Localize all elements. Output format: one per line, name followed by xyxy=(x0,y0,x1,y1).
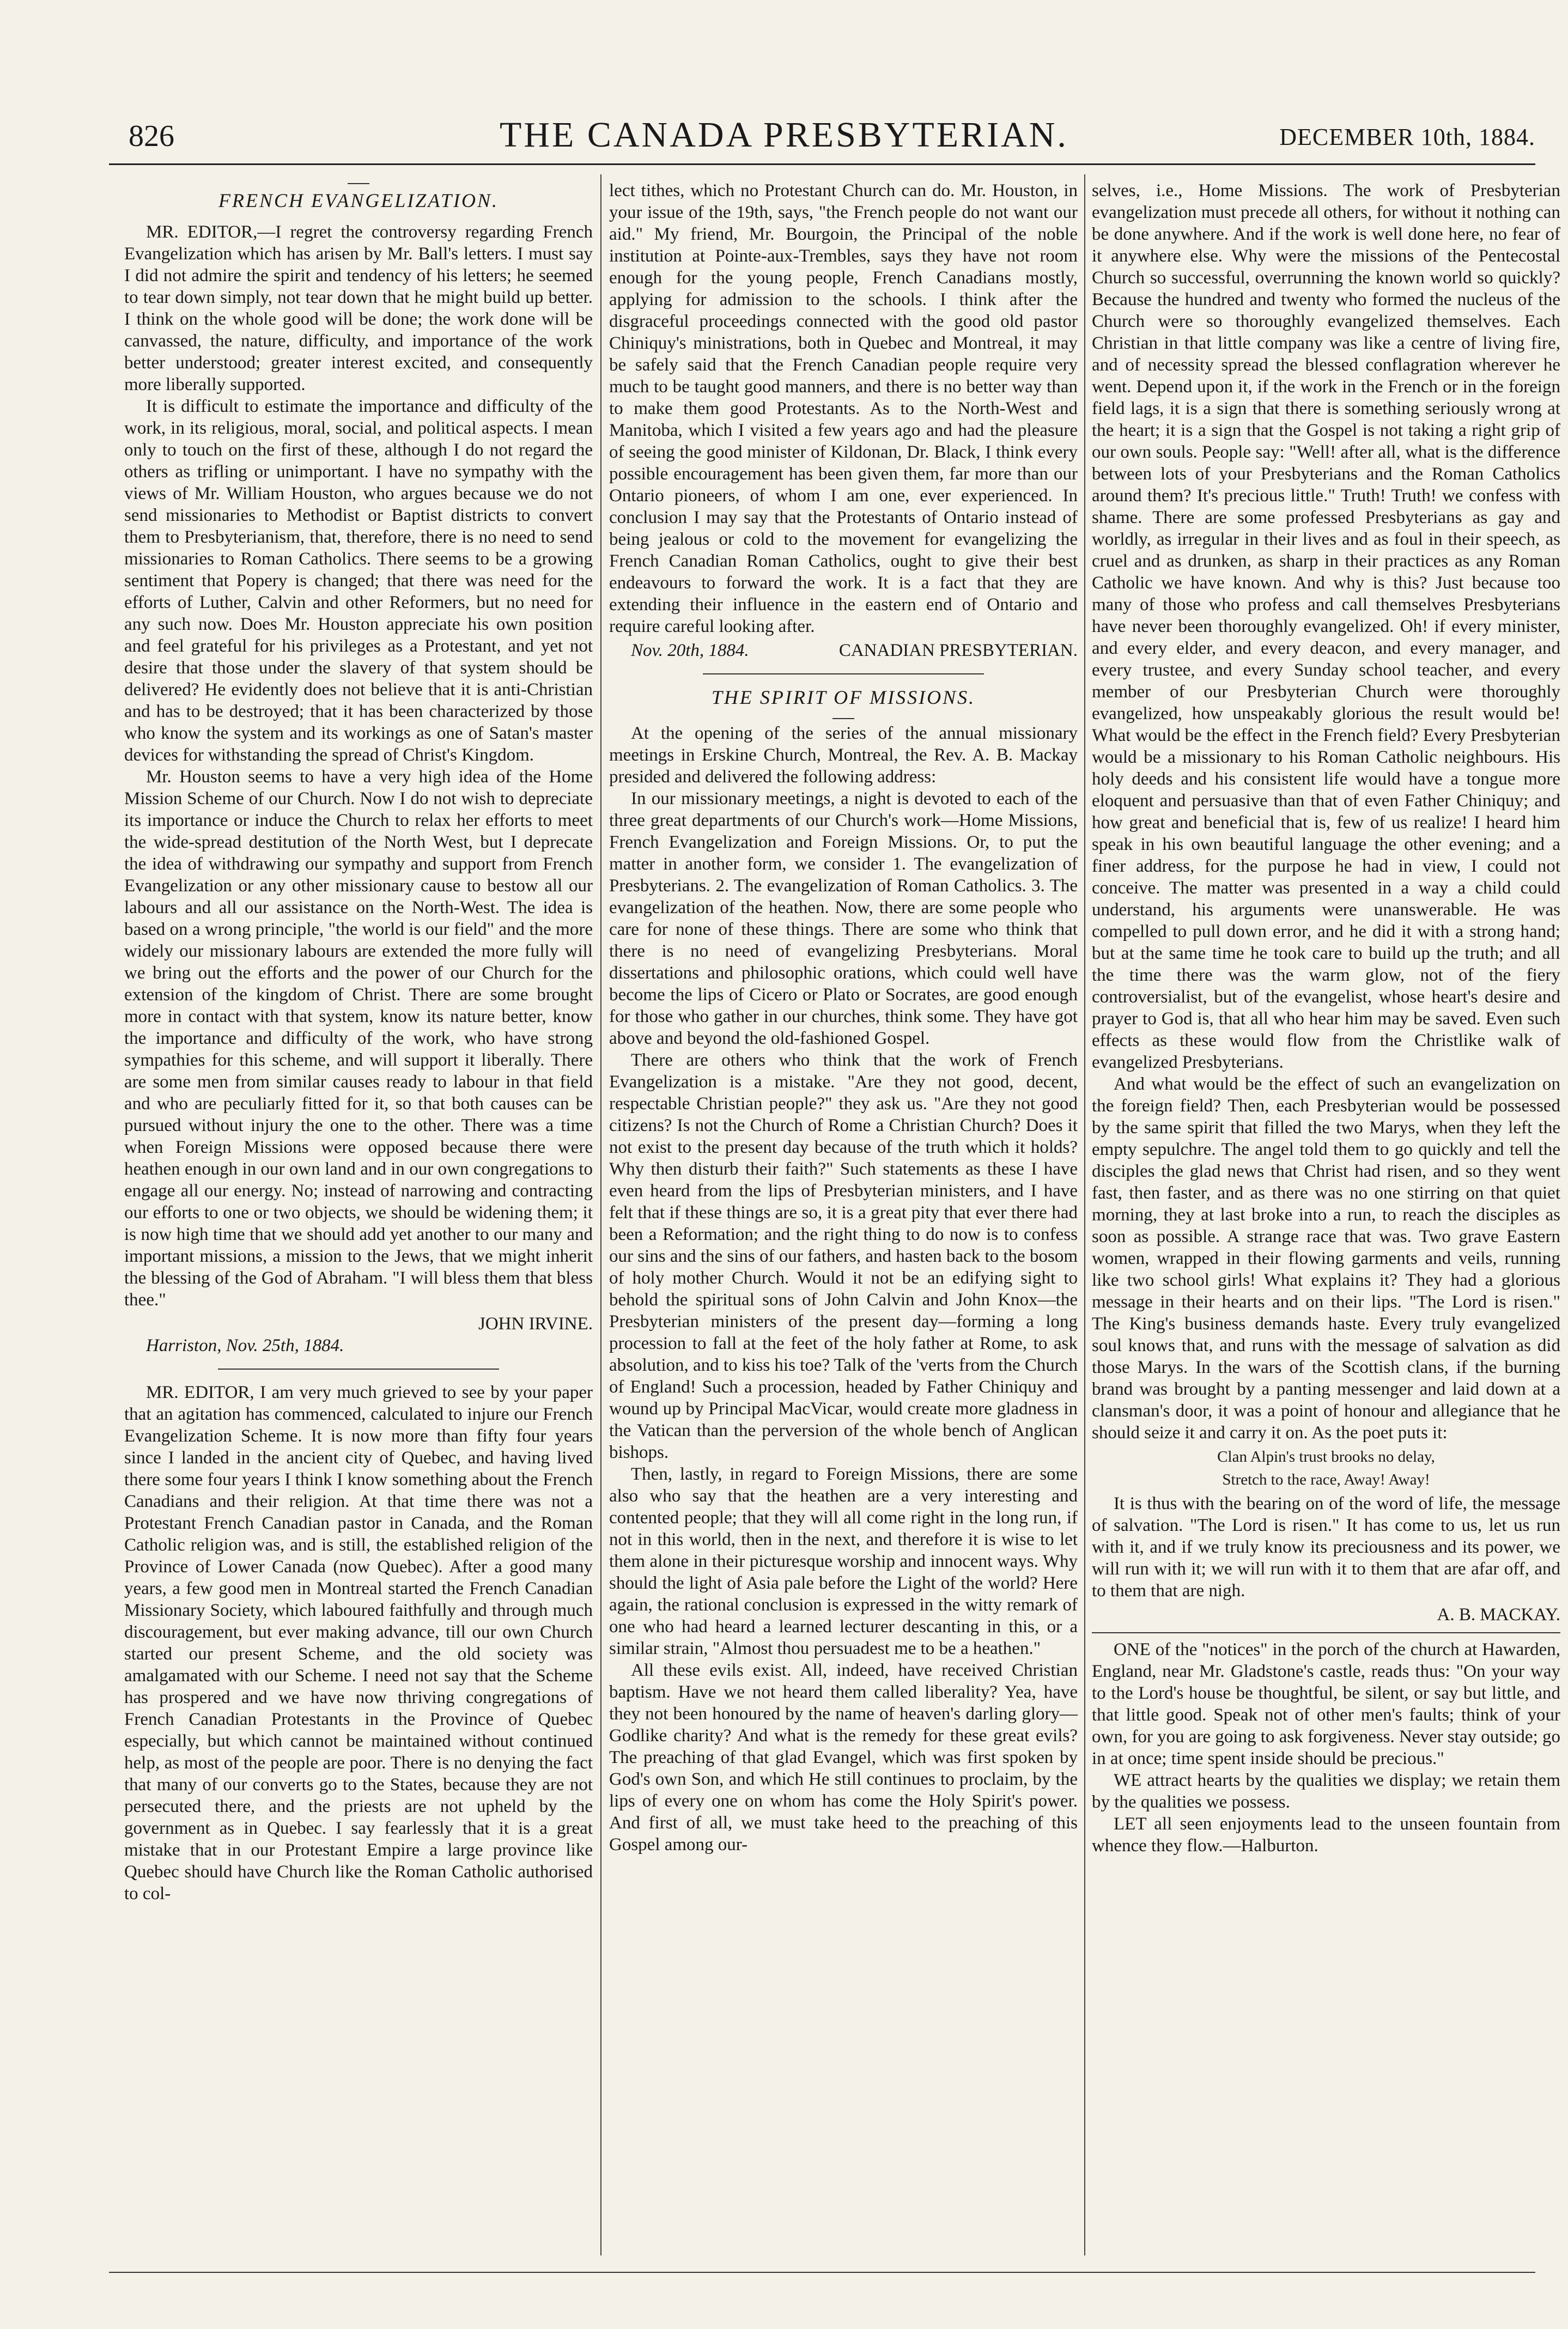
page-header xyxy=(0,114,1568,158)
column-2 xyxy=(609,180,1078,1856)
paragraph: WE attract hearts by the qualities we display; we retain them by the qualities we possess. xyxy=(1092,1771,1560,1812)
ornament-rule xyxy=(348,183,369,184)
separator xyxy=(218,1369,499,1370)
article-title-spirit-of-missions: THE SPIRIT OF MISSIONS. xyxy=(711,686,976,708)
paragraph: It is thus with the bearing on of the word of life, the message of salvation. "The Lord is risen." It has come to us, let us run with it, and if we truly know its preciousness and its power, we will run with it; we will run with it to them that are afar off, and to them that are nigh. xyxy=(1092,1494,1560,1601)
verse-line: Clan Alpin's trust brooks no delay, xyxy=(1217,1448,1435,1465)
dateline: Nov. 20th, 1884. xyxy=(631,641,749,660)
paragraph: There are others who think that the work of French Evangelization is a mistake. "Are they not good, decent, respectable Christian people?" they ask us. "Are they not good citizens? Is not the Church of Rome a Christian Church? Does it not exist to the present day because of the truth which it holds? Why then disturb their faith?" Such statements as these I have even heard from the lips of Presbyterian ministers, and I have felt that if these things are so, it is a great pity that ever there had been a Reformation; and the right thing to do now is to confess our sins and the sins of our fathers, and hasten back to the bosom of holy mother Church. Would it not be an edifying sight to behold the spiritual sons of John Calvin and John Knox—the Presbyterian ministers of the present day—forming a long procession to fall at the feet of the holy father at Rome, to ask absolution, and to kiss his toe? Talk of the 'verts from the Church of England! Such a procession, headed by Father Chiniquy and wound up by Principal MacVicar, would create more gladness in the Vatican than the perversion of the whole bench of Anglican bishops. xyxy=(609,1050,1078,1462)
signature: A. B. MACKAY. xyxy=(1437,1605,1560,1625)
issue-date: DECEMBER 10th, 1884. xyxy=(1279,124,1535,150)
dateline: Harriston, Nov. 25th, 1884. xyxy=(146,1336,344,1355)
paragraph: Then, lastly, in regard to Foreign Missions, there are some also who say that the heathen are a very interesting and contented people; that they will all come right in the long run, if not in this world, then in the next, and therefore it is wise to let them alone in their picturesque worship and innocent ways. Why should the light of Asia pale before the Light of the world? Here again, the rational conclusion is expressed in the witty remark of one who had heard a learned lecturer descanting in this, or a similar strain, "Almost thou persuadest me to be a heathen." xyxy=(609,1464,1078,1658)
ornament-rule xyxy=(832,718,854,719)
signature: JOHN IRVINE. xyxy=(478,1314,593,1334)
column-divider-1 xyxy=(600,174,601,2255)
paragraph: selves, i.e., Home Missions. The work of Presbyterian evangelization must precede all others, for without it nothing can be done anywhere. And if the work is well done here, no fear of it anywhere else. Why were the missions of the Pentecostal Church so successful, overrunning the known world so quickly? Because the hundred and twenty who formed the nucleus of the Church were so thoroughly evangelized themselves. Each Christian in that little company was like a centre of living fire, and of necessity spread the blessed conflagration wherever he went. Depend upon it, if the work in the French or in the foreign field lags, it is a sign that there is something seriously wrong at the heart; it is a sign that the Gospel is not taking a right grip of our own souls. People say: "Well! after all, what is the difference between lots of your Presbyterians and the Roman Catholics around them? It's precious little." Truth! Truth! we confess with shame. There are some professed Presbyterians as gay and worldly, as irregular in their lives and as foul in their speech, as cruel and as drunken, as sharp in their practices as any Roman Catholic we have known. And why is this? Just because too many of those who profess and call themselves Presbyterians have never been thoroughly evangelized. Oh! if every minister, and every elder, and every deacon, and every manager, and every trustee, and every Sunday school teacher, and every member of our Presbyterian Church were thoroughly evangelized, how unspeakably glorious the result would be! What would be the effect in the French field? Every Presbyterian would be a missionary to his Roman Catholic neighbours. His holy deeds and his consistent life would have a tongue more eloquent and persuasive than that of even Father Chiniquy; and how great and beneficial that is, few of us realize! I heard him speak in his own beautiful language the other evening; and a finer address, for the purpose he had in view, I could not conceive. The matter was presented in a way a child could understand, his arguments were unanswerable. He was compelled to pull down error, and he did it with a strong hand; but at the same time he took care to build up the truth; and all the time there was the warm glow, not of the fiery controversialist, but of the evangelist, whose heart's desire and prayer to God is, that all who hear him may be saved. Even such effects as these would flow from the Christlike walk of evangelized Presbyterians. xyxy=(1092,181,1560,1072)
verse-line: Stretch to the race, Away! Away! xyxy=(1222,1471,1430,1488)
article-title-french-evangelization: FRENCH EVANGELIZATION. xyxy=(218,190,499,211)
notices-section xyxy=(1092,1632,1560,1857)
paragraph: ONE of the "notices" in the porch of the church at Hawarden, England, near Mr. Gladstone's castle, reads thus: "On your way to the Lord's house be thoughtful, be silent, or say but little, and that little good. Speak not of other men's faults; think of your own, for you are going to ask forgiveness. Never stay outside; go in at once; time spent inside should be precious." xyxy=(1092,1640,1560,1768)
paragraph: LET all seen enjoyments lead to the unseen fountain from whence they flow.—Halburton. xyxy=(1092,1814,1560,1856)
paragraph: And what would be the effect of such an evangelization on the foreign field? Then, each Presbyterian would be possessed by the same spirit that filled the two Marys, when they left the empty sepulchre. The angel told them to go quickly and tell the disciples the glad news that Christ had risen, and so they went fast, then faster, and as there was no one stirring on that quiet morning, they at last broke into a run, to reach the disciples as soon as possible. A strange race that was. Two grave Eastern women, wrapped in their flowing garments and veils, running like two school girls! What explains it? They had a glorious message in their hearts and on their lips. "The Lord is risen." The King's business demands haste. Every truly evangelized soul knows that, and runs with the message of salvation as did those Marys. In the wars of the Scottish clans, if the burning brand was brought by a panting messenger and laid down at a clansman's door, it was a point of honour and allegiance that he should seize it and carry it on. As the poet puts it: xyxy=(1092,1074,1560,1443)
paragraph: lect tithes, which no Protestant Church can do. Mr. Houston, in your issue of the 19th, says, "the French people do not want our aid." My friend, Mr. Bourgoin, the Principal of the noble institution at Pointe-aux-Trembles, says they have not room enough for the young people, French Canadians mostly, applying for admission to the schools. I think after the disgraceful proceedings connected with the good old pastor Chiniquy's ministrations, both in Quebec and Montreal, it may be safely said that the French Canadian people require very much to be taught good manners, and there is no better way than to make them good Protestants. As to the North-West and Manitoba, which I visited a few years ago and had the pleasure of seeing the good minister of Kildonan, Dr. Black, I think every possible encouragement has been given them, far more than our Ontario pioneers, of whom I am one, ever experienced. In conclusion I may say that the Protestants of Ontario instead of being jealous or cold to the movement for evangelizing the French Canadian Roman Catholics, ought to give their best endeavours to forward the work. It is a fact that they are extending their influence in the eastern end of Ontario and require careful looking after. xyxy=(609,181,1078,636)
paragraph: MR. EDITOR,—I regret the controversy regarding French Evangelization which has arisen by Mr. Ball's letters. I must say I did not admire the spirit and tendency of his letters; he seemed to tear down simply, not tear down that he might build up better. I think on the whole good will be done; the work done will be canvassed, the nature, difficulty, and importance of the work better understood; greater interest excited, and consequently more liberally supported. xyxy=(124,222,593,394)
footer-rule xyxy=(109,2272,1535,2273)
paragraph: In our missionary meetings, a night is devoted to each of the three great departments of our Church's work—Home Missions, French Evangelization and Foreign Missions. Or, to put the matter in another form, we consider 1. The evangelization of Presbyterians. 2. The evangelization of Roman Catholics. 3. The evangelization of the heathen. Now, there are some people who care for none of these things. There are some who think that there is no need of evangelizing Presbyterians. Moral dissertations and philosophic orations, which could well have become the lips of Cicero or Plato or Socrates, are good enough for those who gather in our churches, think some. They have got above and beyond the old-fashioned Gospel. xyxy=(609,789,1078,1048)
byline-row xyxy=(609,640,1078,661)
masthead: THE CANADA PRESBYTERIAN. xyxy=(500,115,1068,155)
column-1 xyxy=(124,180,593,1905)
paragraph: At the opening of the series of the annual missionary meetings in Erskine Church, Montreal, the Rev. A. B. Mackay presided and delivered the following address: xyxy=(609,723,1078,787)
separator xyxy=(703,673,984,674)
page-number: 826 xyxy=(129,119,174,153)
paragraph: All these evils exist. All, indeed, have received Christian baptism. Have we not heard them called liberality? Yea, have they not been honoured by the name of heaven's darling glory—Godlike charity? And what is the remedy for these great evils? The preaching of that glad Evangel, which was first spoken by God's own Son, and which He still continues to proclaim, by the lips of every one on whom has come the Holy Spirit's power. And first of all, we must take heed to the preaching of this Gospel among our- xyxy=(609,1661,1078,1854)
paragraph: It is difficult to estimate the importance and difficulty of the work, in its religious, moral, social, and political aspects. I mean only to touch on the first of these, although I do not regard the others as trifling or unimportant. I have no sympathy with the views of Mr. William Houston, who argues because we do not send missionaries to Methodist or Baptist districts to convert them to Presbyterianism, that, therefore, there is no need to send missionaries to Roman Catholics. There seems to be a growing sentiment that Popery is changed; that there was need for the efforts of Luther, Calvin and other Reformers, but no need for any such now. Does Mr. Houston appreciate his own position and feel grateful for his privileges as a Protestant, and yet not desire that those under the slavery of that system should be delivered? He evidently does not believe that it is anti-Christian and has to be destroyed; that it has been characterized by those who know the system and its workings as one of Satan's master devices for withstanding the spread of Christ's Kingdom. xyxy=(124,397,593,765)
paragraph: Mr. Houston seems to have a very high idea of the Home Mission Scheme of our Church. Now I do not wish to depreciate its importance or induce the Church to relax her efforts to meet the wide-spread destitution of the North West, but I deprecate the idea of withdrawing our sympathy and support from French Evangelization or any other missionary cause to bestow all our labours and all our assistance on the North-West. The idea is based on a wrong principle, "the world is our field" and the more widely our missionary labours are extended the more fully will we bring out the efforts and the power of our Church for the extension of the kingdom of Christ. There are some brought more in contact with that system, know its nature better, know the importance and difficulty of the work, who have strong sympathies for this scheme, and will support it liberally. There are some men from similar causes ready to labour in that field and who are peculiarly fitted for it, so that both causes can be pursued without injury the one to the other. There was a time when Foreign Missions were opposed because there were heathen enough in our own land and in our own congregations to engage all our energy. No; instead of narrowing and contracting our efforts to one or two objects, we should be widening them; it is now high time that we should add yet another to our many and important missions, a mission to the Jews, that we might inherit the blessing of the God of Abraham. "I will bless them that bless thee." xyxy=(124,767,593,1310)
header-rule xyxy=(109,163,1535,165)
paragraph: MR. EDITOR, I am very much grieved to see by your paper that an agitation has commenced, calculated to injure our French Evangelization Scheme. It is now more than fifty four years since I landed in the ancient city of Quebec, and having lived there some four years I think I know something about the French Canadians and their religion. At that time there was not a Protestant French Canadian pastor in Canada, and the Roman Catholic religion was, and is still, the established religion of the Province of Lower Canada (now Quebec). After a good many years, a few good men in Montreal started the French Canadian Missionary Society, which laboured faithfully and through much discouragement, but ever making advance, till our own Church started our present Scheme, and the old society was amalgamated with our Scheme. I need not say that the Scheme has prospered and we have now thriving congregations of French Canadian Protestants in the Province of Quebec especially, but which cannot be maintained without continued help, as most of the people are poor. There is no denying the fact that many of our converts go to the States, because they are not persecuted there, and the priests are not upheld by the government as in Quebec. I say fearlessly that it is a great mistake that in our Protestant Empire a large province like Quebec should have Church like the Roman Catholic authorised to col- xyxy=(124,1383,593,1904)
column-divider-2 xyxy=(1084,174,1085,2255)
column-3 xyxy=(1092,180,1560,1857)
signature: CANADIAN PRESBYTERIAN. xyxy=(838,641,1078,660)
